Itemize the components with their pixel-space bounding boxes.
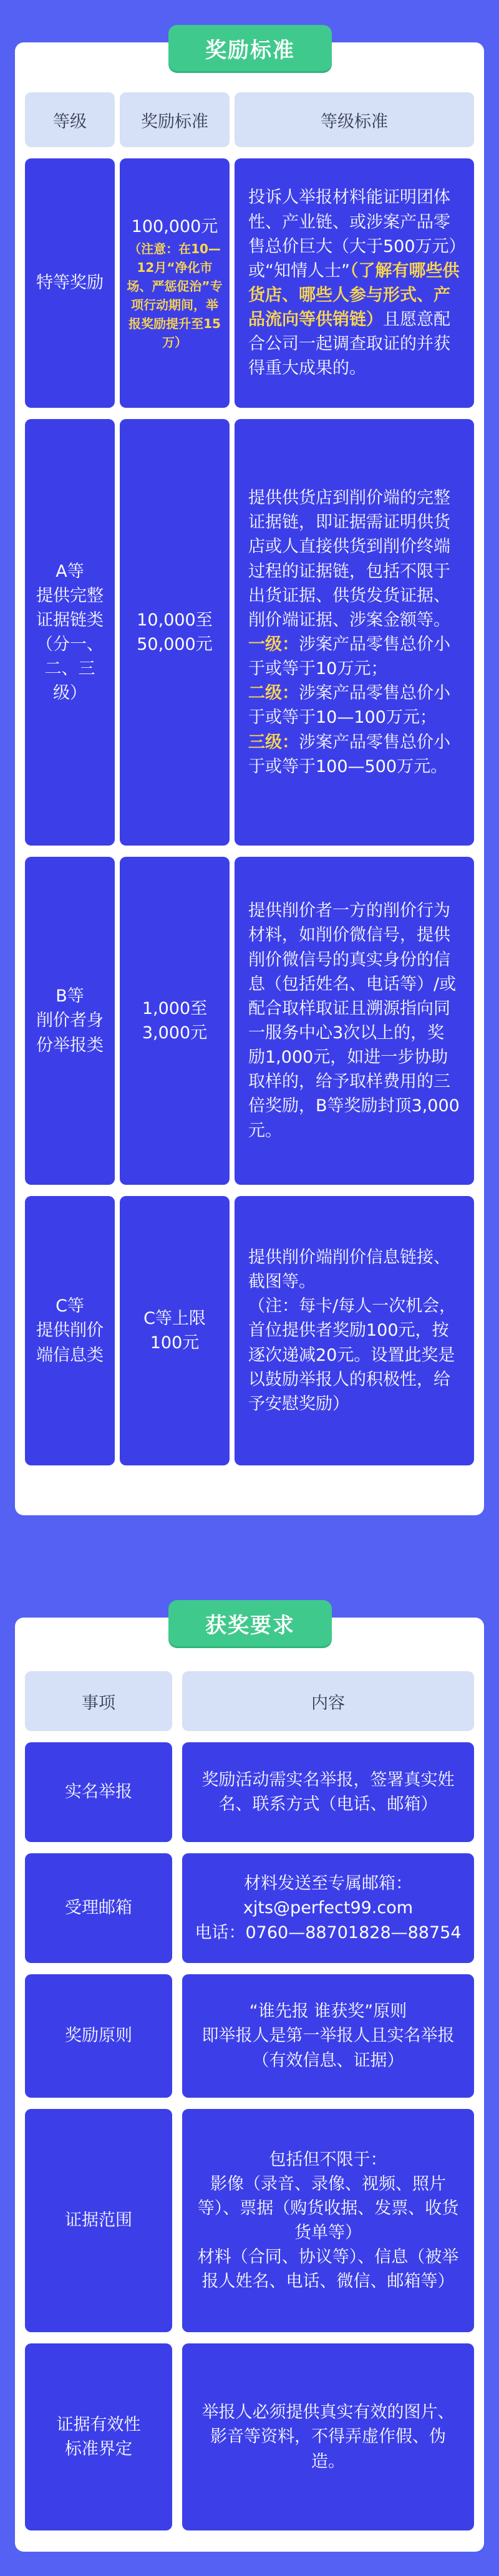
row-b-level: B等 削价者身 份举报类 bbox=[25, 857, 115, 1185]
reward-note: （注意：在10—12月“净化市场、严惩促治”专项行动期间，举报奖励提升至15万） bbox=[127, 241, 223, 350]
row-c-level: C等 提供削价 端信息类 bbox=[25, 1196, 115, 1465]
a-standard-intro: 提供供货店到削价端的完整证据链，即证据需证明供货店或人直接供货到削价终端过程的证据链，包括不限于出货证据、供货发货证据、削价端证据、涉案金额等。 bbox=[248, 488, 450, 630]
a-tier-3: 三级：涉案产品零售总价小于或等于100—500万元。 bbox=[248, 732, 450, 776]
row-b-reward: 1,000至 3,000元 bbox=[120, 857, 230, 1185]
req-row-1-content: 奖励活动需实名举报，签署真实姓名、联系方式（电话、邮箱） bbox=[182, 1742, 474, 1842]
req-row-1-item: 实名举报 bbox=[25, 1742, 172, 1842]
row-special-standard bbox=[235, 158, 474, 408]
section-title-reward-standard: 奖励标准 bbox=[168, 25, 332, 71]
header-standard: 等级标准 bbox=[235, 92, 474, 147]
row-c-reward: C等上限 100元 bbox=[120, 1196, 230, 1465]
req-row-5-content: 举报人必须提供真实有效的图片、影音等资料，不得弄虚作假、伪造。 bbox=[182, 2343, 474, 2530]
row-a-reward: 10,000至 50,000元 bbox=[120, 419, 230, 846]
row-special-level: 特等奖励 bbox=[25, 158, 115, 408]
row-a-level: A等 提供完整 证据链类 （分一、 二、三 级） bbox=[25, 419, 115, 846]
header-content: 内容 bbox=[182, 1671, 474, 1731]
row-b-standard: 提供削价者一方的削价行为材料，如削价微信号，提供削价微信号的真实身份的信息（包括姓名、电话等）/或配合取样取证且溯源指向同一服务中心3次以上的，奖励1,000元，如进一步协助取样的，给予取样费用的三倍奖励，B等奖励封顶3,000元。 bbox=[235, 857, 474, 1185]
header-reward: 奖励标准 bbox=[120, 92, 230, 147]
req-row-2-item: 受理邮箱 bbox=[25, 1853, 172, 1963]
section-title-award-requirements: 获奖要求 bbox=[168, 1600, 332, 1646]
req-row-4-content: 包括但不限于： 影像（录音、录像、视频、照片等）、票据（购货收据、发票、收货货单等） 材料（合同、协议等）、信息（被举报人姓名、电话、微信、邮箱等） bbox=[182, 2109, 474, 2332]
header-item: 事项 bbox=[25, 1671, 172, 1731]
standard-text-2: 且愿意配合公司一起调查取证的并获得重大成果的。 bbox=[248, 310, 450, 379]
a-tier-1: 一级：涉案产品零售总价小于或等于10万元； bbox=[248, 635, 450, 679]
standard-text-highlight: （了解有哪些供货店、哪些人参与形式、产品流向等供销链） bbox=[248, 261, 460, 330]
a-tier-2: 二级：涉案产品零售总价小于或等于10—100万元； bbox=[248, 683, 450, 728]
row-c-standard: 提供削价端削价信息链接、截图等。 （注：每卡/每人一次机会，首位提供者奖励100元，按逐次递减20元。设置此奖是以鼓励举报人的积极性，给予安慰奖励） bbox=[235, 1196, 474, 1465]
row-special-reward bbox=[120, 158, 230, 408]
header-level: 等级 bbox=[25, 92, 115, 147]
req-row-2-content: 材料发送至专属邮箱： xjts@perfect99.com 电话：0760—88701828—88754 bbox=[182, 1853, 474, 1963]
req-row-5-item: 证据有效性 标准界定 bbox=[25, 2343, 172, 2530]
req-row-3-content: “谁先报 谁获奖”原则 即举报人是第一举报人且实名举报（有效信息、证据） bbox=[182, 1974, 474, 2098]
standard-text-1: 投诉人举报材料能证明团体性、产业链、或涉案产品零售总价巨大（大于500万元）或“知情人士” bbox=[248, 188, 458, 281]
row-a-standard bbox=[235, 419, 474, 846]
reward-amount: 100,000元 bbox=[131, 217, 218, 237]
req-row-3-item: 奖励原则 bbox=[25, 1974, 172, 2098]
req-row-4-item: 证据范围 bbox=[25, 2109, 172, 2332]
